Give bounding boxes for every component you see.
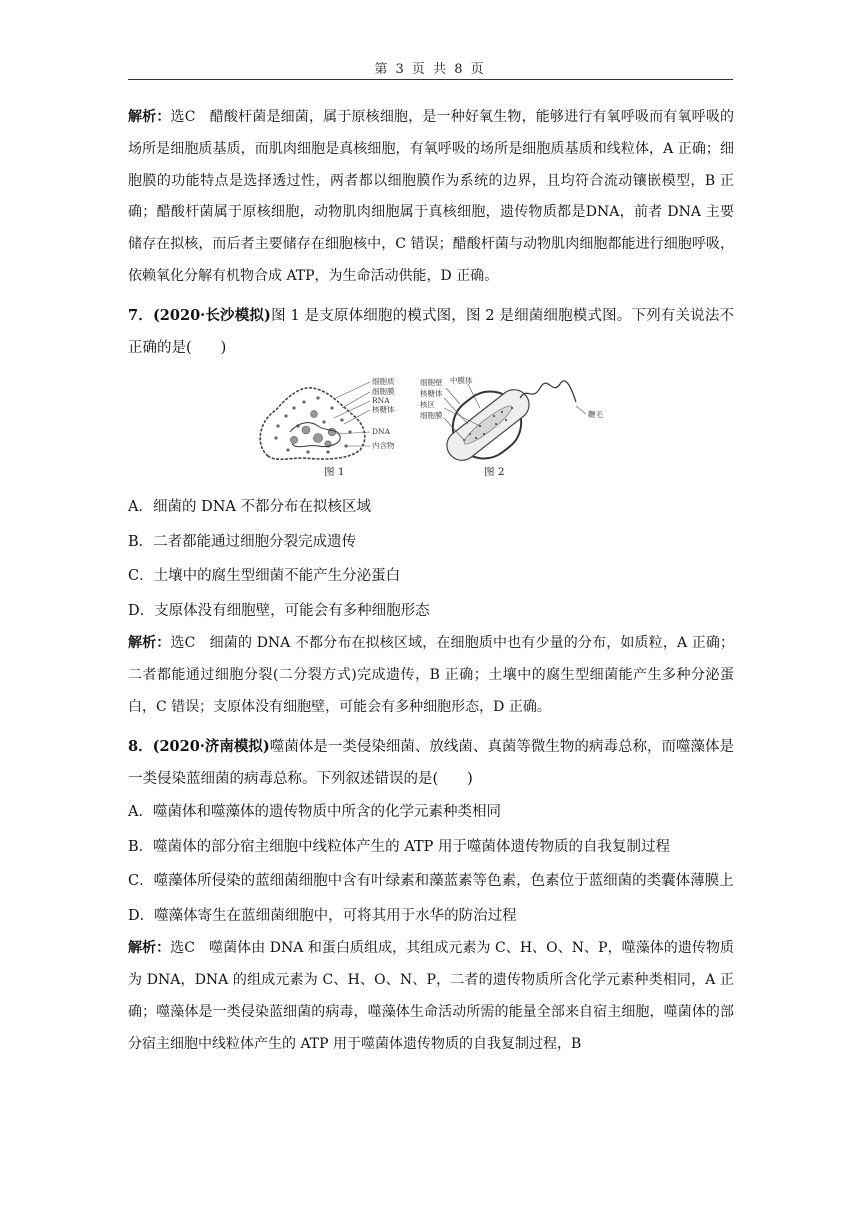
figure2-caption: 图 2 <box>484 466 505 479</box>
question-8-stem <box>128 731 734 796</box>
analysis-text: 选C 噬菌体由 DNA 和蛋白质组成，其组成元素为 C、H、O、N、P，噬藻体的遗传物质为 DNA，DNA 的组成元素为 C、H、O、N、P，二者的遗传物质所含化学元素种类相同，A 正确；噬藻体是一类侵染蓝细菌的病毒，噬藻体生命活动所需的能量全部来自宿主细胞，噬菌体的部分宿主细胞中线粒体产生的 ATP 用于噬菌体遗传物质的自我复制过程，B <box>128 940 735 1052</box>
analysis-text: 选C 醋酸杆菌是细菌，属于原核细胞，是一种好氧生物，能够进行有氧呼吸而有氧呼吸的场所是细胞质基质，而肌肉细胞是真核细胞，有氧呼吸的场所是细胞质基质和线粒体，A 正确；细胞膜的功能特点是选择透过性，两者都以细胞膜作为系统的边界，且均符合流动镶嵌模型，B 正确；醋酸杆菌属于原核细胞，动物肌肉细胞属于真核细胞，遗传物质都是DNA，前者 DNA 主要储存在拟核，而后者主要储存在细胞核中，C 错误；醋酸杆菌与动物肌肉细胞都能进行细胞呼吸，依赖氧化分解有机物合成 ATP，为生命活动供能，D 正确。 <box>128 109 735 284</box>
fig2-label-cell-wall: 细胞壁 <box>420 378 443 388</box>
fig1-label-rna: RNA <box>372 396 390 406</box>
analysis-q7 <box>128 628 734 723</box>
fig1-label-dna: DNA <box>372 427 390 437</box>
option-b: B．噬菌体的部分宿主细胞中线粒体产生的 ATP 用于噬菌体遗传物质的自我复制过程 <box>128 838 670 855</box>
option-c: C．土壤中的腐生型细菌不能产生分泌蛋白 <box>128 568 401 585</box>
option-c: C．噬藻体所侵染的蓝细菌细胞中含有叶绿素和藻蓝素等色素，色素位于蓝细菌的类囊体薄膜上 <box>128 873 734 890</box>
mycoplasma-ribosomes <box>274 397 351 454</box>
analysis-q6 <box>128 102 734 293</box>
fig1-label-cytoplasm: 细胞质 <box>372 377 395 387</box>
option-a: A．噬菌体和噬藻体的遗传物质中所含的化学元素种类相同 <box>128 804 501 821</box>
fig2-label-membrane: 细胞膜 <box>420 411 443 421</box>
question-number: 8． <box>128 737 153 755</box>
analysis-label: 解析： <box>128 940 171 957</box>
bacterium-cell <box>440 379 535 468</box>
question-text: 图 1 是支原体细胞的模式图，图 2 是细菌细胞模式图。下列有关说法不正确的是( ) <box>128 307 734 356</box>
header-rule <box>128 79 733 80</box>
option-d: D．支原体没有细胞壁，可能会有多种细胞形态 <box>128 602 430 619</box>
fig2-label-flagellum: 鞭毛 <box>588 410 603 420</box>
analysis-text: 选C 细菌的 DNA 不都分布在拟核区域，在细胞质中也有少量的分布，如质粒，A 正确；二者都能通过细胞分裂(二分裂方式)完成遗传，B 正确；土壤中的腐生型细菌能产生多种分泌蛋白，C 错误；支原体没有细胞壁，可能会有多种细胞形态，D 正确。 <box>128 635 735 715</box>
document-body <box>128 102 734 1061</box>
fig2-label-mesosome: 中膜体 <box>450 376 473 386</box>
fig1-label-ribosome: 核糖体 <box>372 405 395 415</box>
question-number: 7． <box>128 306 153 324</box>
fig1-label-membrane: 细胞膜 <box>372 387 395 397</box>
figure1-caption: 图 1 <box>324 466 345 479</box>
fig2-label-ribosome: 核糖体 <box>420 389 443 399</box>
page-header: 第 3 页 共 8 页 <box>374 62 486 77</box>
option-d: D．噬藻体寄生在蓝细菌细胞中，可将其用于水华的防治过程 <box>128 907 517 924</box>
option-b: B．二者都能通过细胞分裂完成遗传 <box>128 533 357 550</box>
option-a: A．细菌的 DNA 不都分布在拟核区域 <box>128 499 371 516</box>
analysis-label: 解析： <box>128 635 171 652</box>
question-source: (2020·济南模拟) <box>152 737 270 755</box>
analysis-label: 解析： <box>128 109 171 125</box>
fig1-label-inclusion: 内含物 <box>372 441 395 451</box>
analysis-q8 <box>128 933 734 1060</box>
cell-diagram-figure <box>128 368 734 486</box>
question-7-stem <box>128 300 734 365</box>
fig2-label-nucleoid: 核区 <box>420 400 435 410</box>
question-text: 噬菌体是一类侵染细菌、放线菌、真菌等微生物的病毒总称，而噬藻体是一类侵染蓝细菌的病毒总称。下列叙述错误的是( ) <box>128 738 734 787</box>
question-source: (2020·长沙模拟) <box>152 306 271 324</box>
mycoplasma-inclusions <box>290 411 335 448</box>
